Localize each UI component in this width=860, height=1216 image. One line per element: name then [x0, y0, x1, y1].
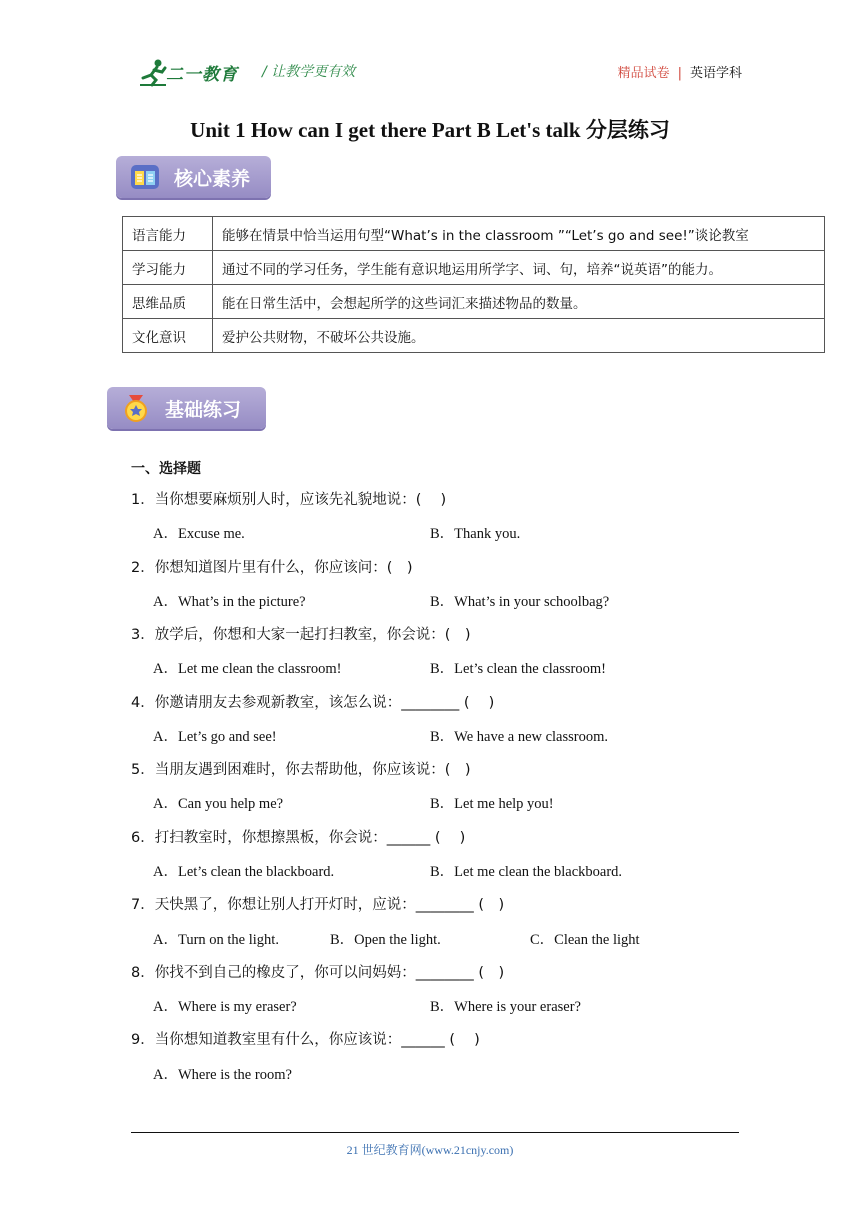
option-b: B．Let me clean the blackboard. [430, 864, 623, 880]
logo-text: 二一教育 [166, 65, 238, 85]
option-a: A．Let’s go and see! [153, 729, 277, 745]
question-1: 1．当你想要麻烦别人时，应该先礼貌地说：( ) [131, 492, 447, 508]
question-8: 8．你找不到自己的橡皮了，你可以问妈妈：________ ( ) [131, 965, 505, 981]
option-b: B．Thank you. [430, 526, 521, 542]
option-b: B．Where is your eraser? [430, 999, 581, 1015]
table-row [123, 285, 825, 319]
option-a: A．Where is the room? [153, 1067, 292, 1083]
option-a: A．Let me clean the classroom! [153, 661, 342, 677]
table-key: 思维品质 [123, 285, 213, 319]
header-separator: | [677, 66, 682, 81]
table-value: 能够在情景中恰当运用句型“What’s in the classroom ”“Let’s go and see!”谈论教室 [213, 217, 825, 251]
core-literacy-banner [116, 156, 271, 198]
option-a: A．Turn on the light. [153, 932, 279, 948]
table-row [123, 319, 825, 353]
option-c: C．Clean the light [530, 932, 640, 948]
table-key: 语言能力 [123, 217, 213, 251]
page-title [0, 114, 860, 144]
question-7: 7．天快黑了，你想让别人打开灯时，应说：________ ( ) [131, 897, 505, 913]
core-literacy-table [122, 216, 825, 353]
table-value: 通过不同的学习任务，学生能有意识地运用所学字、词、句，培养“说英语”的能力。 [213, 251, 825, 285]
header-tag-subject: 英语学科 [689, 66, 742, 81]
header-right [618, 62, 742, 81]
question-2: 2．你想知道图片里有什么，你应该问：( ) [131, 560, 413, 576]
question-5: 5．当朋友遇到困难时，你去帮助他，你应该说：( ) [131, 762, 471, 778]
footer-divider [131, 1132, 739, 1133]
footer-source: 21 世纪教育网(www.21cnjy.com) [346, 1143, 514, 1157]
table-value: 爱护公共财物，不破坏公共设施。 [213, 319, 825, 353]
option-a: A．Can you help me? [153, 796, 284, 812]
option-b: B．What’s in your schoolbag? [430, 594, 610, 610]
core-literacy-label: 核心素养 [174, 167, 251, 190]
question-6: 6．打扫教室时，你想擦黑板，你会说：______ ( ) [131, 830, 466, 846]
basic-practice-label: 基础练习 [165, 398, 242, 421]
section-heading: 一、选择题 [131, 461, 201, 477]
page-title-en: Unit 1 How can I get there Part B Let's talk [190, 118, 586, 142]
header-tag-premium: 精品试卷 [617, 66, 670, 81]
option-a: A．Let’s clean the blackboard. [153, 864, 335, 880]
basic-practice-banner [107, 387, 266, 429]
option-a: A．Where is my eraser? [153, 999, 297, 1015]
option-b: B．Let me help you! [430, 796, 554, 812]
page-title-cn: 分层练习 [585, 118, 670, 142]
question-3: 3．放学后，你想和大家一起打扫教室，你会说：( ) [131, 627, 471, 643]
table-key: 学习能力 [123, 251, 213, 285]
question-4: 4．你邀请朋友去参观新教室，该怎么说：________ ( ) [131, 695, 495, 711]
medal-icon [119, 393, 153, 423]
slogan: / 让教学更有效 [262, 64, 356, 80]
question-9: 9．当你想知道教室里有什么，你应该说：______ ( ) [131, 1032, 480, 1048]
option-b: B．We have a new classroom. [430, 729, 609, 745]
option-b: B．Let’s clean the classroom! [430, 661, 606, 677]
table-key: 文化意识 [123, 319, 213, 353]
table-value: 能在日常生活中，会想起所学的这些词汇来描述物品的数量。 [213, 285, 825, 319]
option-a: A．Excuse me. [153, 526, 245, 542]
option-a: A．What’s in the picture? [153, 594, 306, 610]
book-icon [128, 162, 162, 192]
table-row [123, 251, 825, 285]
option-b: B．Open the light. [330, 932, 441, 948]
table-row [123, 217, 825, 251]
